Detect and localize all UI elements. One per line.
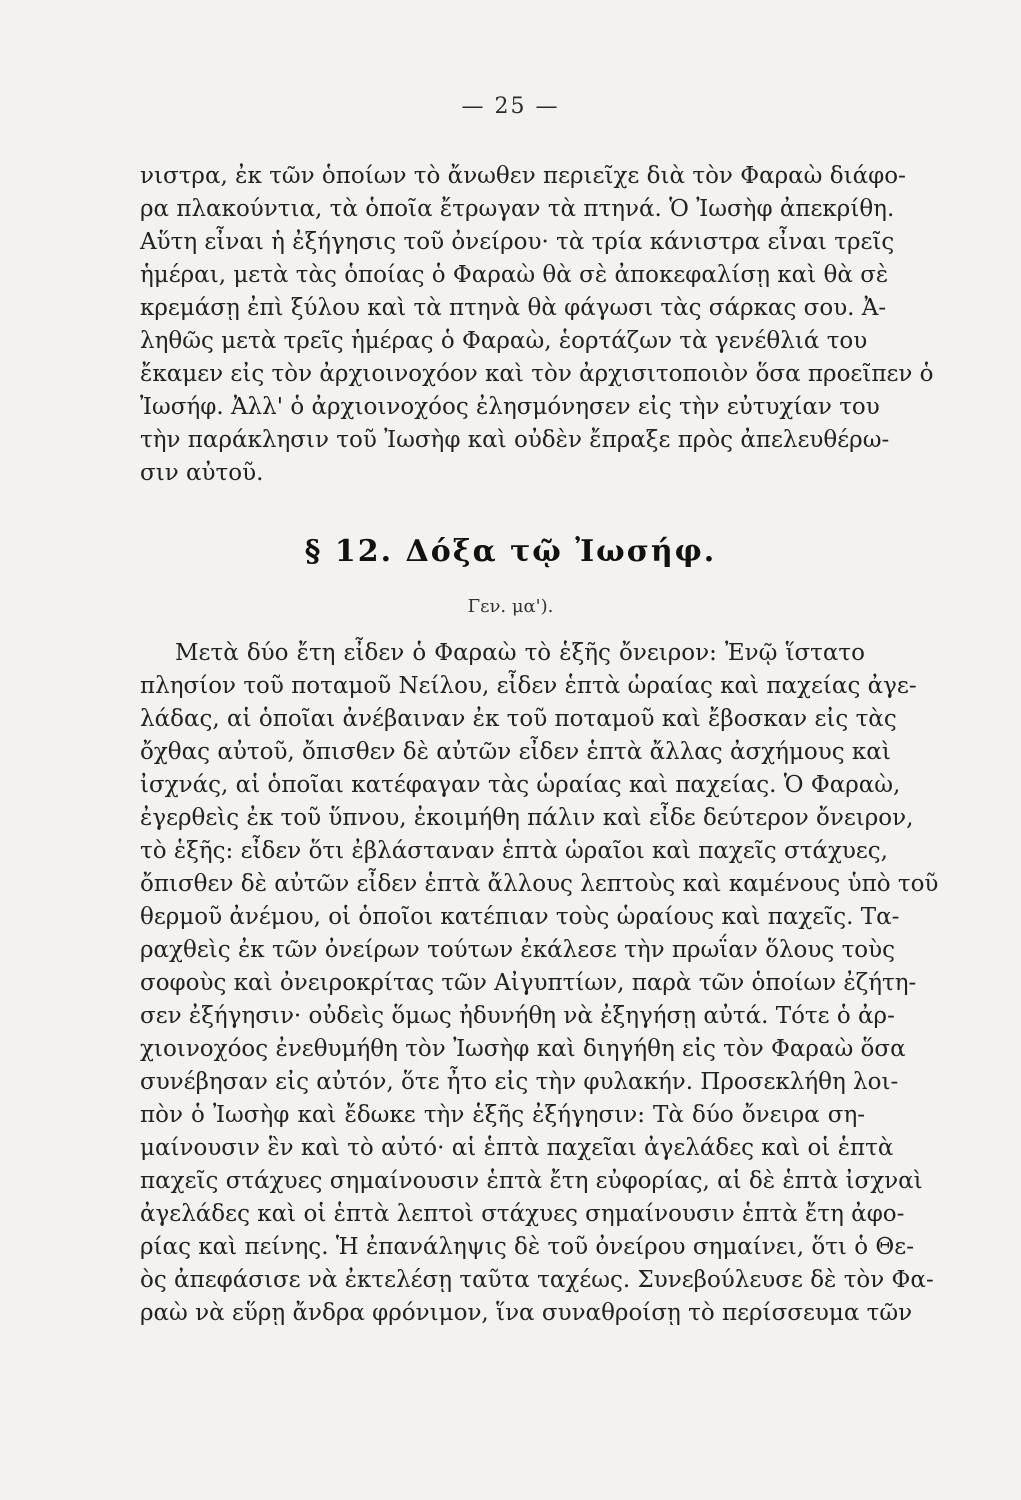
scripture-reference: Γεν. μα'). (467, 596, 554, 617)
text-line: σεν ἐξήγησιν· οὐδεὶς ὅμως ἠδυνήθη νὰ ἐξηγήσῃ αὐτά. Τότε ὁ ἀρ- (140, 1003, 895, 1029)
text-line: ὄχθας αὐτοῦ, ὄπισθεν δὲ αὐτῶν εἶδεν ἑπτὰ ἄλλας ἀσχήμους καὶ (140, 739, 891, 765)
text-line: μαίνουσιν ἓν καὶ τὸ αὐτό· αἱ ἑπτὰ παχεῖαι ἀγελάδες καὶ οἱ ἑπτὰ (140, 1135, 894, 1161)
text-line: ὸς ἀπεφάσισε νὰ ἐκτελέσῃ ταῦτα ταχέως. Συνεβούλευσε δὲ τὸν Φα- (140, 1267, 934, 1293)
text-line: σιν αὐτοῦ. (140, 460, 264, 486)
text-line: ἐγερθεὶς ἐκ τοῦ ὕπνου, ἐκοιμήθη πάλιν καὶ εἶδε δεύτερον ὄνειρον, (140, 805, 914, 831)
section-heading: § 12. Δόξα τῷ Ἰωσήφ. (304, 534, 717, 569)
text-line: τὴν παράκλησιν τοῦ Ἰωσὴφ καὶ οὐδὲν ἔπραξε πρὸς ἀπελευθέρω- (140, 427, 890, 453)
text-line: ἀγελάδες καὶ οἱ ἑπτὰ λεπτοὶ στάχυες σημαίνουσιν ἑπτὰ ἔτη ἀφο- (140, 1201, 905, 1227)
text-line: λάδας, αἱ ὁποῖαι ἀνέβαιναν ἐκ τοῦ ποταμοῦ καὶ ἔβοσκαν εἰς τὰς (140, 706, 897, 732)
text-line: πὸν ὁ Ἰωσὴφ καὶ ἔδωκε τὴν ἑξῆς ἐξήγησιν: Τὰ δύο ὄνειρα ση- (140, 1102, 865, 1128)
text-line: κρεμάσῃ ἐπὶ ξύλου καὶ τὰ πτηνὰ θὰ φάγωσι τὰς σάρκας σου. Ἀ- (140, 295, 887, 321)
text-line: Μετὰ δύο ἔτη εἶδεν ὁ Φαραὼ τὸ ἑξῆς ὄνειρον: Ἐνῷ ἵστατο (175, 640, 865, 666)
text-line: ὄπισθεν δὲ αὐτῶν εἶδεν ἑπτὰ ἄλλους λεπτοὺς καὶ καμένους ὑπὸ τοῦ (140, 871, 939, 897)
text-line: νιστρα, ἐκ τῶν ὁποίων τὸ ἄνωθεν περιεῖχε διὰ τὸν Φαραὼ διάφο- (140, 163, 906, 189)
text-line: ραχθεὶς ἐκ τῶν ὀνείρων τούτων ἐκάλεσε τὴν πρωΐαν ὅλους τοὺς (140, 937, 896, 963)
text-line: συνέβησαν εἰς αὐτόν, ὅτε ἦτο εἰς τὴν φυλακήν. Προσεκλήθη λοι- (140, 1069, 899, 1095)
text-line: Αὕτη εἶναι ἡ ἐξήγησις τοῦ ὀνείρου· τὰ τρία κάνιστρα εἶναι τρεῖς (140, 229, 895, 255)
text-line: ρα πλακούντια, τὰ ὁποῖα ἔτρωγαν τὰ πτηνά. Ὁ Ἰωσὴφ ἀπεκρίθη. (140, 196, 895, 222)
text-line: σοφοὺς καὶ ὀνειροκρίτας τῶν Αἰγυπτίων, παρὰ τῶν ὁποίων ἐζήτη- (140, 970, 917, 996)
text-line: ληθῶς μετὰ τρεῖς ἡμέρας ὁ Φαραὼ, ἑορτάζων τὰ γενέθλιά του (140, 328, 868, 354)
text-line: ἔκαμεν εἰς τὸν ἀρχιοινοχόον καὶ τὸν ἀρχισιτοποιὸν ὅσα προεῖπεν ὁ (140, 361, 934, 387)
text-line: ραὼ νὰ εὕρῃ ἄνδρα φρόνιμον, ἵνα συναθροίσῃ τὸ περίσσευμα τῶν (140, 1300, 913, 1326)
text-line: παχεῖς στάχυες σημαίνουσιν ἑπτὰ ἔτη εὐφορίας, αἱ δὲ ἑπτὰ ἰσχναὶ (140, 1168, 923, 1194)
text-line: ρίας καὶ πείνης. Ἡ ἐπανάληψις δὲ τοῦ ὀνείρου σημαίνει, ὅτι ὁ Θε- (140, 1234, 914, 1260)
text-line: πλησίον τοῦ ποταμοῦ Νείλου, εἶδεν ἑπτὰ ὡραίας καὶ παχείας ἀγε- (140, 673, 917, 699)
text-line: χιοινοχόος ἐνεθυμήθη τὸν Ἰωσὴφ καὶ διηγήθη εἰς τὸν Φαραὼ ὅσα (140, 1036, 906, 1062)
text-line: ἰσχνάς, αἱ ὁποῖαι κατέφαγαν τὰς ὡραίας καὶ παχείας. Ὁ Φαραὼ, (140, 772, 901, 798)
text-line: θερμοῦ ἀνέμου, οἱ ὁποῖοι κατέπιαν τοὺς ὡραίους καὶ παχεῖς. Τα- (140, 904, 900, 930)
page-number: — 25 — (461, 94, 560, 119)
text-line: Ἰωσήφ. Ἀλλ' ὁ ἀρχιοινοχόος ἐλησμόνησεν εἰς τὴν εὐτυχίαν του (140, 394, 880, 420)
text-line: ἡμέραι, μετὰ τὰς ὁποίας ὁ Φαραὼ θὰ σὲ ἀποκεφαλίσῃ καὶ θὰ σὲ (140, 262, 889, 288)
text-line: τὸ ἑξῆς: εἶδεν ὅτι ἐβλάσταναν ἑπτὰ ὡραῖοι καὶ παχεῖς στάχυες, (140, 838, 888, 864)
